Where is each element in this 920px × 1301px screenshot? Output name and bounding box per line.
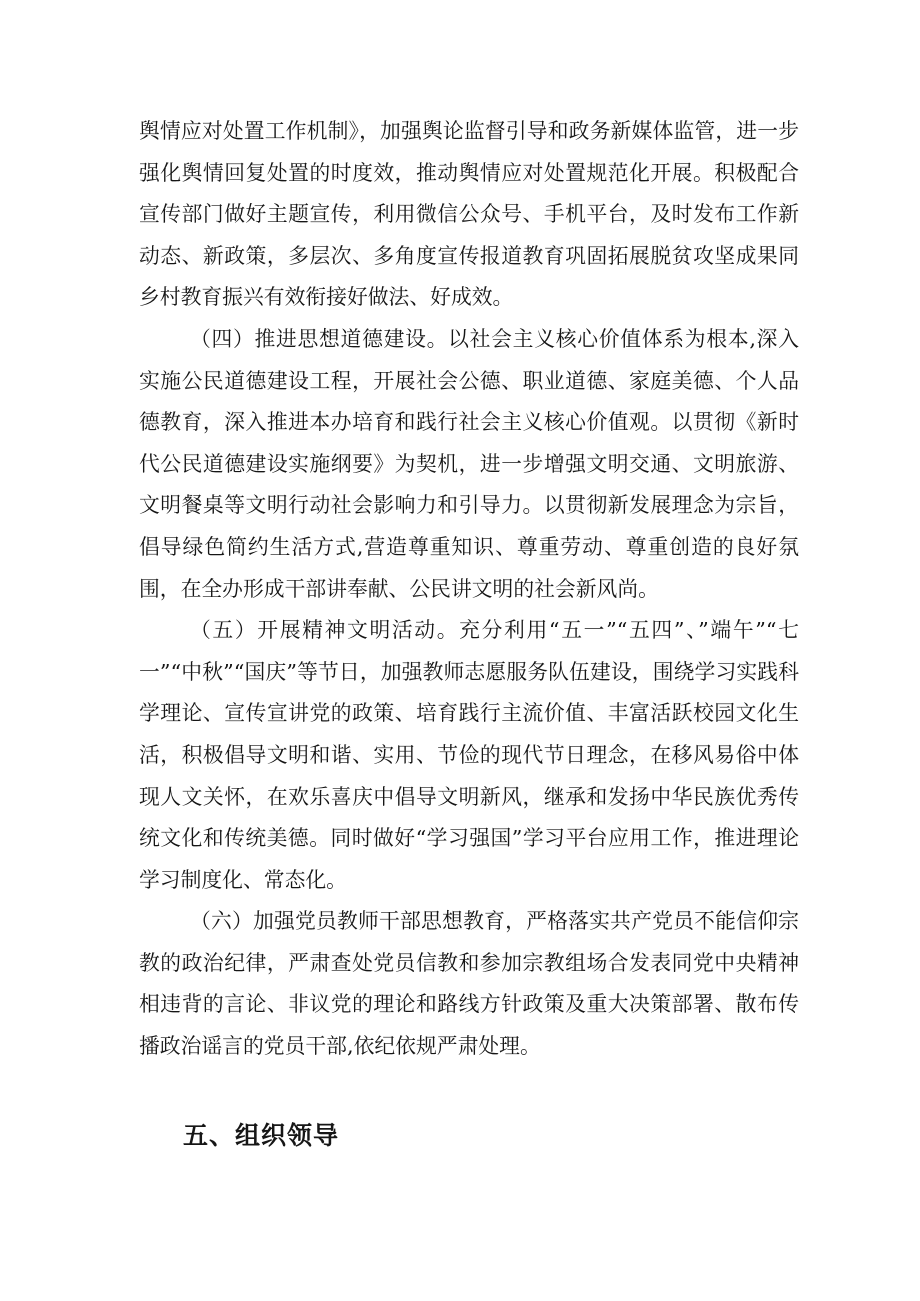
paragraph-cultural-activities: （五）开展精神文明活动。充分利用“五一”“五四”、”端午”“七一”“中秋”“国庆”等节日，加强教师志愿服务队伍建设，围绕学习实践科学理论、宣传宣讲党的政策、培育践行主流价值、丰富活跃校园文化生活，积极倡导文明和谐、实用、节俭的现代节日理念，在移风易俗中体现人文关怀，在欢乐喜庆中倡导文明新风，继承和发扬中华民族优秀传统文化和传统美德。同时做好“学习强国”学习平台应用工作，推进理论学习制度化、常态化。 [139,618,799,892]
section-heading-organization: 五、组织领导 [183,1121,340,1150]
paragraph-party-education: （六）加强党员教师干部思想教育，严格落实共产党员不能信仰宗教的政治纪律，严肃查处党员信教和参加宗教组场合发表同党中央精神相违背的言论、非议党的理论和路线方针政策及重大决策部署、散布传播政治谣言的党员干部,依纪依规严肃处理。 [139,909,799,1059]
document-body [139,111,799,1068]
paragraph-moral-construction: （四）推进思想道德建设。以社会主义核心价值体系为根本,深入实施公民道德建设工程，开展社会公德、职业道德、家庭美德、个人品德教育，深入推进本办培育和践行社会主义核心价值观。以贯彻《新时代公民道德建设实施纲要》为契机，进一步增强文明交通、文明旅游、文明餐桌等文明行动社会影响力和引导力。以贯彻新发展理念为宗旨，倡导绿色简约生活方式,营造尊重知识、尊重劳动、尊重创造的良好氛围，在全办形成干部讲奉献、公民讲文明的社会新风尚。 [139,326,799,601]
paragraph-public-opinion: 舆情应对处置工作机制》，加强舆论监督引导和政务新媒体监管，进一步强化舆情回复处置的时度效，推动舆情应对处置规范化开展。积极配合宣传部门做好主题宣传，利用微信公众号、手机平台，及时发布工作新动态、新政策，多层次、多角度宣传报道教育巩固拓展脱贫攻坚成果同乡村教育振兴有效衔接好做法、好成效。 [139,119,799,310]
